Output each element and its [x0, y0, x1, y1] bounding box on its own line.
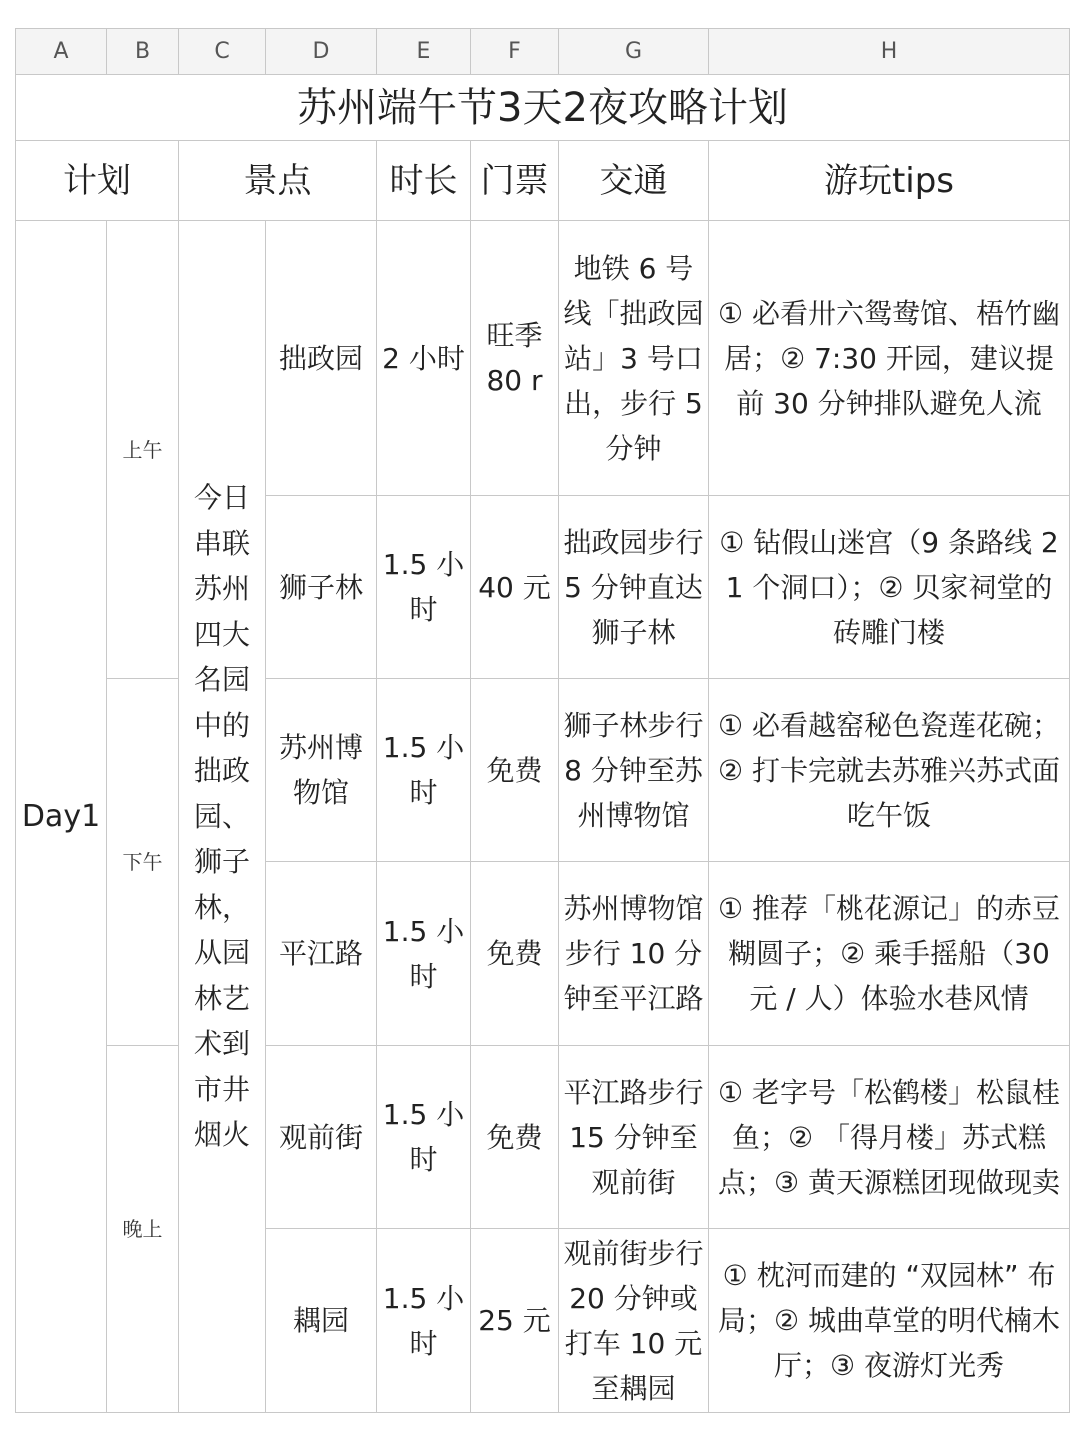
- tips-cell[interactable]: ① 钻假山迷宫（9 条路线 21 个洞口）；② 贝家祠堂的砖雕门楼: [709, 496, 1070, 679]
- duration-cell[interactable]: 1.5 小时: [377, 679, 471, 862]
- transport-cell[interactable]: 苏州博物馆步行 10 分钟至平江路: [559, 862, 709, 1046]
- transport-cell[interactable]: 平江路步行 15 分钟至观前街: [559, 1046, 709, 1229]
- column-letter-g[interactable]: G: [559, 29, 709, 75]
- spot-cell[interactable]: 观前街: [266, 1046, 377, 1229]
- duration-cell[interactable]: 2 小时: [377, 221, 471, 496]
- column-letter-d[interactable]: D: [266, 29, 377, 75]
- spot-cell[interactable]: 耦园: [266, 1229, 377, 1413]
- column-letter-e[interactable]: E: [377, 29, 471, 75]
- tips-cell[interactable]: ① 必看卅六鸳鸯馆、梧竹幽居；② 7:30 开园，建议提前 30 分钟排队避免人流: [709, 221, 1070, 496]
- header-row: [16, 141, 1070, 221]
- ticket-cell[interactable]: 旺季 80 r: [471, 221, 559, 496]
- transport-cell[interactable]: 拙政园步行 5 分钟直达狮子林: [559, 496, 709, 679]
- tips-cell[interactable]: ① 必看越窑秘色瓷莲花碗；② 打卡完就去苏雅兴苏式面吃午饭: [709, 679, 1070, 862]
- spot-cell[interactable]: 平江路: [266, 862, 377, 1046]
- column-letter-row: [16, 29, 1070, 75]
- ticket-cell[interactable]: 免费: [471, 1046, 559, 1229]
- transport-cell[interactable]: 观前街步行 20 分钟或打车 10 元至耦园: [559, 1229, 709, 1413]
- header-plan[interactable]: 计划: [16, 141, 179, 221]
- ticket-cell[interactable]: 免费: [471, 862, 559, 1046]
- header-spot[interactable]: 景点: [179, 141, 377, 221]
- tips-cell[interactable]: ① 推荐「桃花源记」的赤豆糊圆子；② 乘手摇船（30 元 / 人）体验水巷风情: [709, 862, 1070, 1046]
- period-morning[interactable]: 上午: [107, 221, 179, 679]
- header-duration[interactable]: 时长: [377, 141, 471, 221]
- transport-cell[interactable]: 地铁 6 号线「拙政园站」3 号口出，步行 5 分钟: [559, 221, 709, 496]
- transport-cell[interactable]: 狮子林步行 8 分钟至苏州博物馆: [559, 679, 709, 862]
- ticket-cell[interactable]: 免费: [471, 679, 559, 862]
- period-afternoon[interactable]: 下午: [107, 679, 179, 1046]
- spreadsheet-table: [15, 28, 1070, 1413]
- duration-cell[interactable]: 1.5 小时: [377, 1046, 471, 1229]
- header-transport[interactable]: 交通: [559, 141, 709, 221]
- ticket-cell[interactable]: 40 元: [471, 496, 559, 679]
- spot-cell[interactable]: 狮子林: [266, 496, 377, 679]
- duration-cell[interactable]: 1.5 小时: [377, 496, 471, 679]
- column-letter-f[interactable]: F: [471, 29, 559, 75]
- column-letter-c[interactable]: C: [179, 29, 266, 75]
- column-letter-b[interactable]: B: [107, 29, 179, 75]
- duration-cell[interactable]: 1.5 小时: [377, 1229, 471, 1413]
- table-row: [16, 221, 1070, 496]
- table-row: [16, 679, 1070, 862]
- period-evening[interactable]: 晚上: [107, 1046, 179, 1413]
- spot-cell[interactable]: 苏州博物馆: [266, 679, 377, 862]
- ticket-cell[interactable]: 25 元: [471, 1229, 559, 1413]
- duration-cell[interactable]: 1.5 小时: [377, 862, 471, 1046]
- tips-cell[interactable]: ① 老字号「松鹤楼」松鼠桂鱼；② 「得月楼」苏式糕点；③ 黄天源糕团现做现卖: [709, 1046, 1070, 1229]
- table-row: [16, 1046, 1070, 1229]
- day-cell[interactable]: Day1: [16, 221, 107, 1413]
- sheet-title[interactable]: 苏州端午节3天2夜攻略计划: [16, 75, 1070, 141]
- spot-cell[interactable]: 拙政园: [266, 221, 377, 496]
- tips-cell[interactable]: ① 枕河而建的 “双园林” 布局；② 城曲草堂的明代楠木厅；③ 夜游灯光秀: [709, 1229, 1070, 1413]
- column-letter-a[interactable]: A: [16, 29, 107, 75]
- header-tips[interactable]: 游玩tips: [709, 141, 1070, 221]
- column-letter-h[interactable]: H: [709, 29, 1070, 75]
- header-ticket[interactable]: 门票: [471, 141, 559, 221]
- day-summary[interactable]: 今日串联苏州四大名园中的拙政园、狮子林，从园林艺术到市井烟火: [179, 221, 266, 1413]
